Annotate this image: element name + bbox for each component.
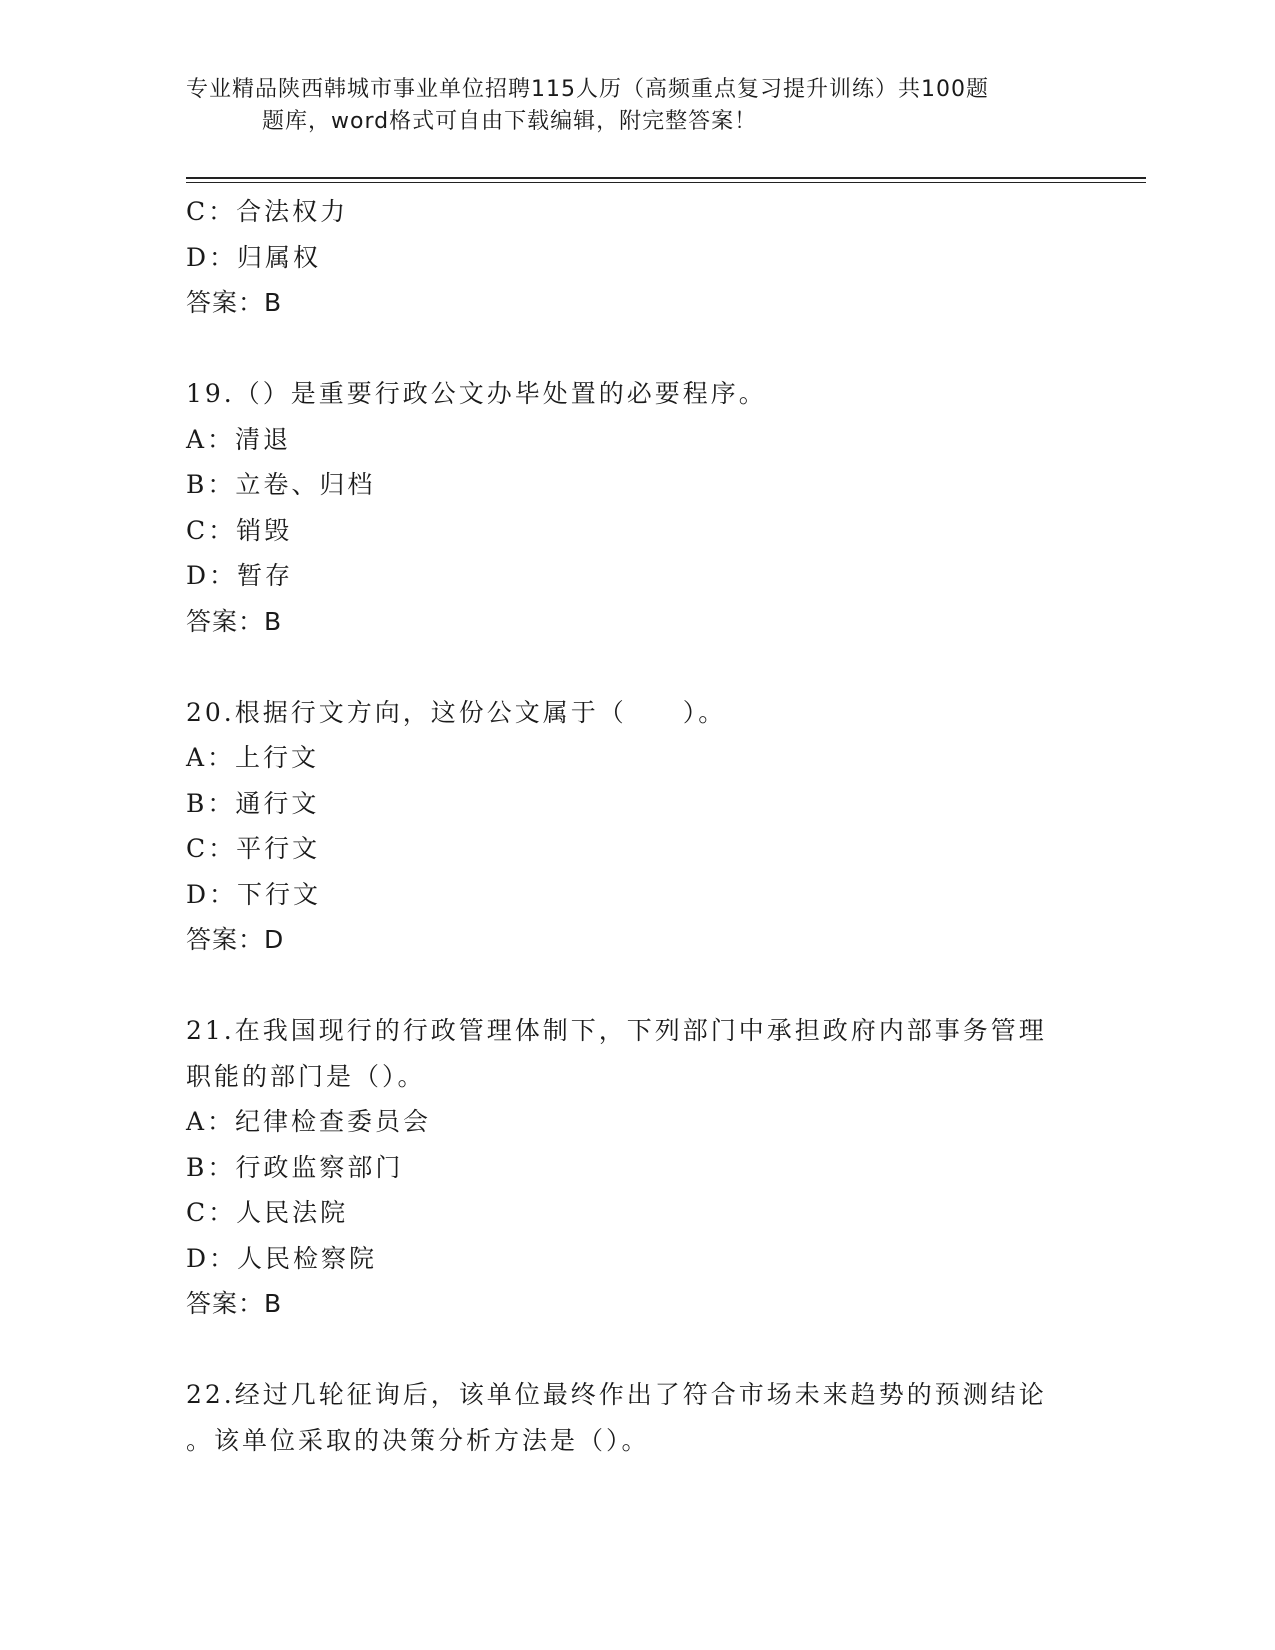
- answer-line: 答案：B: [186, 288, 283, 317]
- option-line: C：平行文: [186, 834, 321, 863]
- question-stem: 22.经过几轮征询后，该单位最终作出了符合市场未来趋势的预测结论: [186, 1380, 1047, 1409]
- answer-line: 答案：B: [186, 606, 283, 636]
- header-rule-thin: [186, 182, 1146, 183]
- option-line: A：清退: [186, 424, 292, 454]
- option-line: D：人民检察院: [186, 1243, 378, 1273]
- question-list: [186, 189, 1086, 1463]
- header-rule-thick: [186, 177, 1146, 179]
- question-stem: 20.根据行文方向，这份公文属于（ ）。: [186, 697, 727, 727]
- spacer: [186, 326, 1086, 372]
- question-stem: 19.（）是重要行政公文办毕处置的必要程序。: [186, 379, 767, 408]
- answer-line: 答案：D: [186, 925, 285, 954]
- option-line: C：人民法院: [186, 1198, 349, 1227]
- question-stem: 职能的部门是（）。: [186, 1061, 426, 1091]
- answer-line: 答案：B: [186, 1289, 283, 1318]
- option-line: B：立卷、归档: [186, 470, 376, 499]
- header-title-line1: 专业精品陕西韩城市事业单位招聘115人历（高频重点复习提升训练）共100题: [186, 77, 989, 102]
- spacer: [186, 1327, 1086, 1373]
- question-stem: 。该单位采取的决策分析方法是（）。: [186, 1425, 650, 1455]
- option-line: A：上行文: [186, 743, 320, 772]
- option-line: D：归属权: [186, 242, 322, 272]
- option-line: C：销毁: [186, 515, 293, 545]
- option-line: B：行政监察部门: [186, 1152, 404, 1182]
- option-line: D：下行文: [186, 879, 322, 909]
- option-line: D：暂存: [186, 561, 294, 590]
- header-title-line2: 题库，word格式可自由下载编辑，附完整答案！: [262, 109, 758, 134]
- spacer: [186, 644, 1086, 690]
- option-line: C：合法权力: [186, 197, 349, 226]
- option-line: B：通行文: [186, 788, 320, 818]
- question-stem: 21.在我国现行的行政管理体制下，下列部门中承担政府内部事务管理: [186, 1016, 1047, 1045]
- page-header: [186, 74, 1066, 138]
- spacer: [186, 963, 1086, 1009]
- option-line: A：纪律检查委员会: [186, 1107, 432, 1136]
